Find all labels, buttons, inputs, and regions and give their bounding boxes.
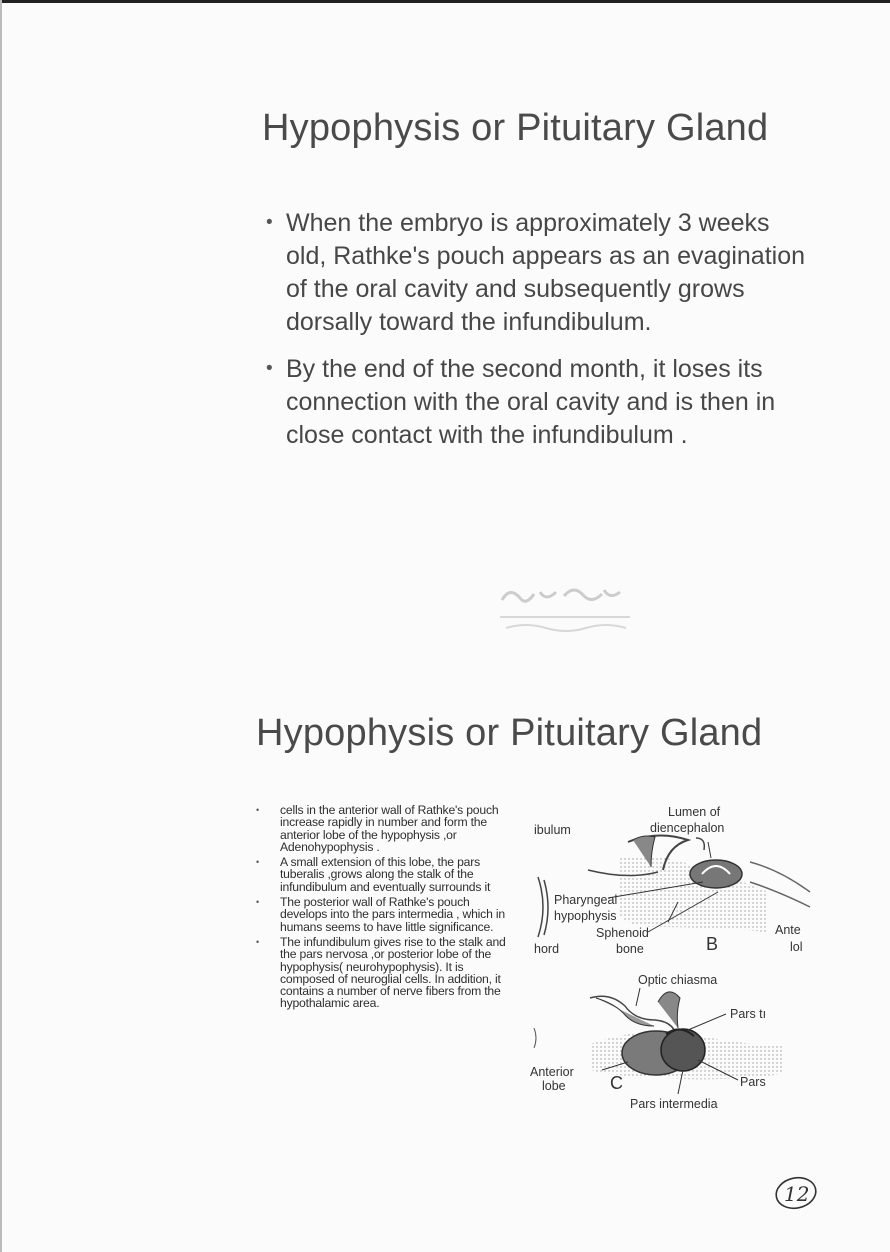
slide1-bullet: • By the end of the second month, it loses its connection with the oral cavity and is then in close contact with the infundibulum . bbox=[266, 353, 806, 452]
slide2-bullet-list bbox=[256, 804, 518, 1013]
label-lobe-b: lol bbox=[790, 940, 803, 954]
label-pars-intermedia: Pars intermedia bbox=[630, 1097, 718, 1111]
page-number-text: 12 bbox=[784, 1182, 810, 1206]
slide1-title: Hypophysis or Pituitary Gland bbox=[262, 107, 769, 149]
label-optic-chiasma: Optic chiasma bbox=[638, 973, 718, 987]
panel-letter-b: B bbox=[706, 934, 719, 954]
label-sphenoid: Sphenoid bbox=[596, 926, 649, 940]
label-anterior-c: Anterior bbox=[530, 1065, 574, 1079]
label-anterior-b: Ante bbox=[775, 923, 801, 937]
scan-edge-top bbox=[0, 0, 890, 3]
slide2-title: Hypophysis or Pituitary Gland bbox=[256, 712, 763, 754]
label-pars-nervosa: Pars bbox=[740, 1075, 766, 1089]
panel-letter-c: C bbox=[610, 1073, 623, 1093]
slide1-bullet-list bbox=[266, 207, 806, 466]
label-lumen: Lumen of bbox=[668, 805, 721, 819]
label-pharyngeal: Pharyngeal bbox=[554, 893, 618, 907]
pituitary-development-diagram bbox=[528, 802, 818, 1122]
label-lobe-c: lobe bbox=[542, 1079, 566, 1093]
slide2-bullet: • The posterior wall of Rathke's pouch develops into the pars intermedia , which in humans seems to have little significance. bbox=[256, 896, 518, 933]
label-pars-tuberalis: Pars tı bbox=[730, 1007, 767, 1021]
library-stamp bbox=[492, 572, 642, 642]
label-notochord: hord bbox=[534, 942, 560, 956]
slide2-bullet: • The infundibulum gives rise to the stalk and the pars nervosa ,or posterior lobe of the hypophysis( neurohypophysis). It is composed of neuroglial cells. In addition, it contains a number of nerve fibers from the hypothalamic area. bbox=[256, 936, 518, 1010]
slide2-bullet: • A small extension of this lobe, the pars tuberalis ,grows along the stalk of the infundibulum and eventually surrounds it bbox=[256, 856, 518, 893]
slide2-bullet: • cells in the anterior wall of Rathke's pouch increase rapidly in number and form the anterior lobe of the hypophysis ,or Adenohypophysis . bbox=[256, 804, 518, 853]
page-number bbox=[770, 1173, 820, 1213]
scan-edge-left bbox=[0, 0, 2, 1252]
label-bone: bone bbox=[616, 942, 644, 956]
diagram-panel-c bbox=[530, 973, 782, 1111]
label-diencephalon: diencephalon bbox=[650, 821, 725, 835]
label-infundibulum: ibulum bbox=[534, 823, 571, 837]
slide1-bullet: • When the embryo is approximately 3 weeks old, Rathke's pouch appears as an evagination of the oral cavity and subsequently grows dorsally toward the infundibulum. bbox=[266, 207, 806, 339]
label-hypophysis: hypophysis bbox=[554, 909, 617, 923]
diagram-panel-b bbox=[534, 805, 810, 956]
